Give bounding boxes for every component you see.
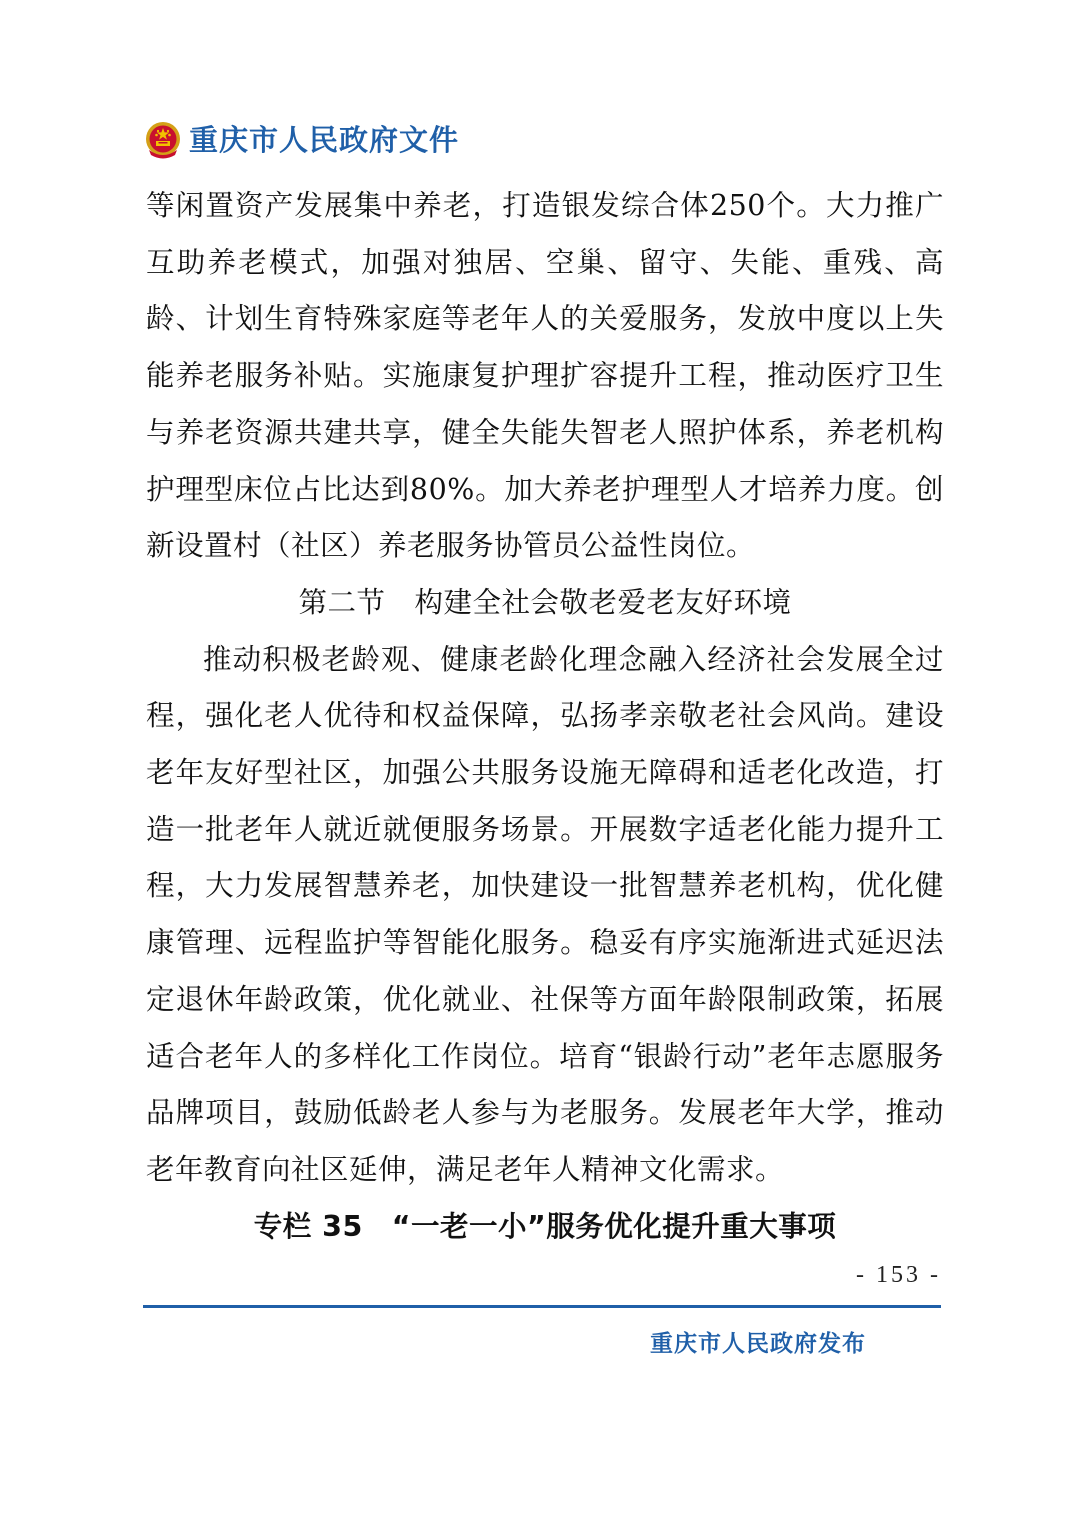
section-heading: 第二节 构建全社会敬老爱老友好环境	[298, 585, 792, 619]
body-paragraph: 等闲置资产发展集中养老，打造银发综合体250个。大力推广互助养老模式，加强对独居、空巢、留守、失能、重残、高龄、计划生育特殊家庭等老年人的关爱服务，发放中度以上失能养老服务补贴。实施康复护理扩容提升工程，推动医疗卫生与养老资源共建共享，健全失能失智老人照护体系，养老机构护理型床位占比达到80%。加大养老护理型人才培养力度。创新设置村（社区）养老服务协管员公益性岗位。	[146, 189, 944, 563]
page-number: - 153 -	[856, 1262, 941, 1288]
footer-divider	[143, 1305, 941, 1308]
document-body	[146, 178, 944, 1255]
publisher-label: 重庆市人民政府发布	[650, 1331, 866, 1357]
document-header	[143, 120, 459, 160]
header-title: 重庆市人民政府文件	[189, 123, 460, 157]
column-heading: 专栏 35 “一老一小”服务优化提升重大事项	[253, 1209, 837, 1243]
national-emblem-icon	[143, 120, 183, 160]
body-paragraph: 推动积极老龄观、健康老龄化理念融入经济社会发展全过程，强化老人优待和权益保障，弘扬孝亲敬老社会风尚。建设老年友好型社区，加强公共服务设施无障碍和适老化改造，打造一批老年人就近就便服务场景。开展数字适老化能力提升工程，大力发展智慧养老，加快建设一批智慧养老机构，优化健康管理、远程监护等智能化服务。稳妥有序实施渐进式延迟法定退休年龄政策，优化就业、社保等方面年龄限制政策，拓展适合老年人的多样化工作岗位。培育“银龄行动”老年志愿服务品牌项目，鼓励低龄老人参与为老服务。发展老年大学，推动老年教育向社区延伸，满足老年人精神文化需求。	[146, 642, 944, 1186]
